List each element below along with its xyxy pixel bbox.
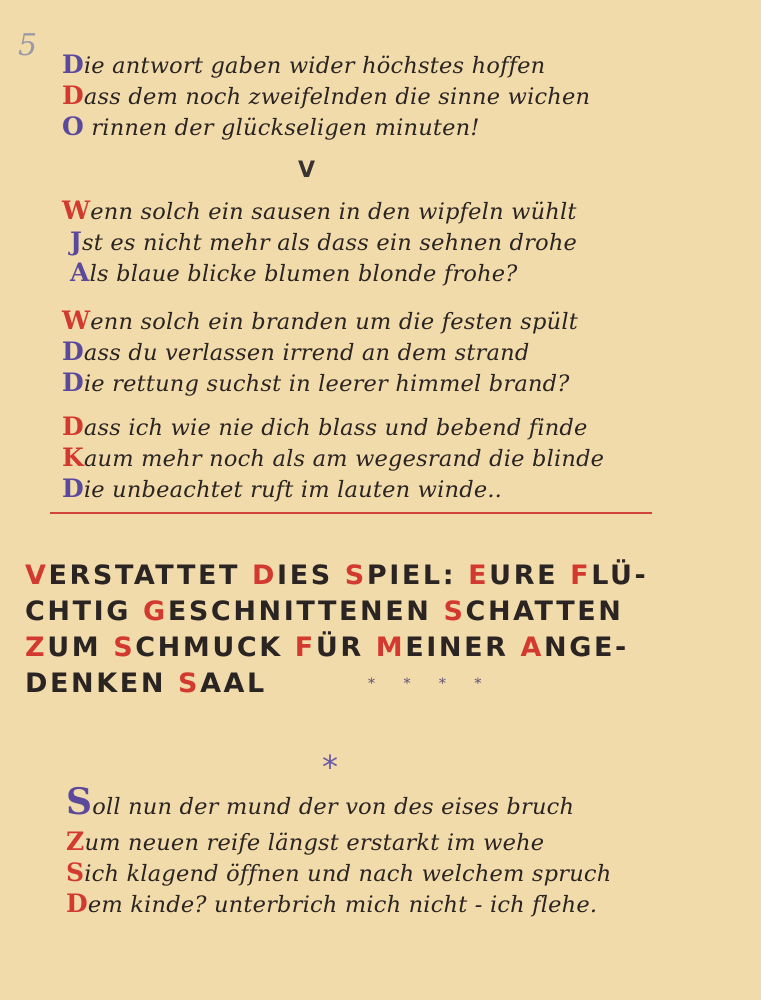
verse-text: ass ich wie nie dich blass und bebend finde bbox=[83, 415, 588, 441]
initial-letter: S bbox=[66, 781, 93, 823]
dedication-red-capital: S bbox=[178, 668, 201, 699]
dedication-text: CHMUCK bbox=[135, 632, 295, 663]
initial-letter: W bbox=[62, 306, 91, 335]
dedication-block bbox=[25, 558, 648, 702]
initial-letter: D bbox=[62, 81, 84, 110]
verse-line bbox=[62, 258, 577, 289]
verse-line bbox=[62, 368, 578, 399]
dedication-line bbox=[25, 594, 648, 630]
dedication-red-capital: F bbox=[570, 560, 592, 591]
dedication-red-capital: S bbox=[113, 632, 136, 663]
initial-letter: S bbox=[66, 858, 85, 887]
dedication-text: EINER bbox=[405, 632, 521, 663]
dedication-text: ÜR bbox=[315, 632, 376, 663]
verse-text: em kinde? unterbrich mich nicht - ich flehe. bbox=[87, 892, 598, 918]
dedication-text: URE bbox=[489, 560, 571, 591]
verse-text: ass du verlassen irrend an dem strand bbox=[83, 340, 530, 366]
verse-text: st es nicht mehr als dass ein sehnen drohe bbox=[82, 230, 578, 256]
verse-line bbox=[62, 196, 577, 227]
dedication-red-capital: A bbox=[520, 632, 545, 663]
verse-line bbox=[62, 227, 577, 258]
dedication-red-capital: E bbox=[468, 560, 490, 591]
stanza-d bbox=[62, 412, 604, 505]
verse-line bbox=[62, 50, 590, 81]
verse-text: ie rettung suchst in leerer himmel brand? bbox=[83, 371, 570, 397]
verse-line bbox=[66, 889, 611, 920]
initial-letter: A bbox=[70, 258, 90, 287]
verse-line bbox=[66, 858, 611, 889]
dedication-red-capital: G bbox=[143, 596, 168, 627]
initial-letter: D bbox=[62, 337, 84, 366]
dedication-text: ERSTATTET bbox=[48, 560, 253, 591]
dedication-red-capital: D bbox=[252, 560, 278, 591]
dedication-red-capital: F bbox=[294, 632, 316, 663]
stanza-a bbox=[62, 50, 590, 143]
dedication-red-capital: M bbox=[375, 632, 406, 663]
dedication-text: NGE- bbox=[544, 632, 629, 663]
verse-text: enn solch ein branden um die festen spült bbox=[90, 309, 578, 335]
dedication-text: CHTIG bbox=[25, 596, 144, 627]
dedication-text: PIEL: bbox=[366, 560, 469, 591]
verse-line bbox=[62, 306, 578, 337]
initial-letter: D bbox=[62, 412, 84, 441]
section-numeral: V bbox=[298, 158, 316, 183]
dedication-red-capital: S bbox=[344, 560, 367, 591]
initial-letter: J bbox=[70, 227, 83, 256]
verse-line bbox=[62, 337, 578, 368]
verse-line bbox=[62, 412, 604, 443]
dedication-text: UM bbox=[47, 632, 114, 663]
verse-text: ie unbeachtet ruft im lauten winde.. bbox=[83, 477, 503, 503]
verse-text: aum mehr noch als am wegesrand die blinde bbox=[83, 446, 605, 472]
stanza-e bbox=[66, 782, 611, 920]
initial-letter: Z bbox=[66, 827, 85, 856]
dedication-red-capital: V bbox=[25, 560, 49, 591]
dedication-text: IES bbox=[277, 560, 345, 591]
dedication-line bbox=[25, 630, 648, 666]
red-divider-rule bbox=[50, 512, 652, 514]
initial-letter: D bbox=[62, 474, 84, 503]
dedication-red-capital: S bbox=[443, 596, 466, 627]
asterisk-divider-icon: * bbox=[322, 748, 338, 786]
dedication-stars: * * * * bbox=[368, 676, 494, 692]
verse-line bbox=[66, 782, 611, 827]
dedication-text: DENKEN bbox=[25, 668, 179, 699]
dedication-line bbox=[25, 558, 648, 594]
initial-letter: D bbox=[62, 368, 84, 397]
verse-text: oll nun der mund der von des eises bruch bbox=[92, 794, 575, 820]
dedication-text: ESCHNITTENEN bbox=[167, 596, 444, 627]
page-number: 5 bbox=[18, 28, 38, 63]
dedication-line bbox=[25, 666, 648, 702]
verse-text: rinnen der glückseligen minuten! bbox=[83, 115, 480, 141]
dedication-text: CHATTEN bbox=[465, 596, 624, 627]
dedication-text: AAL bbox=[200, 668, 267, 699]
verse-line bbox=[62, 443, 604, 474]
initial-letter: W bbox=[62, 196, 91, 225]
stanza-c bbox=[62, 306, 578, 399]
verse-text: ass dem noch zweifelnden die sinne wichen bbox=[83, 84, 591, 110]
initial-letter: K bbox=[62, 443, 84, 472]
verse-text: enn solch ein sausen in den wipfeln wühlt bbox=[90, 199, 577, 225]
verse-line bbox=[62, 474, 604, 505]
dedication-text: LÜ- bbox=[591, 560, 649, 591]
verse-line bbox=[66, 827, 611, 858]
dedication-red-capital: Z bbox=[25, 632, 48, 663]
verse-text: ich klagend öffnen und nach welchem spruch bbox=[84, 861, 612, 887]
verse-line bbox=[62, 81, 590, 112]
initial-letter: D bbox=[66, 889, 88, 918]
verse-text: ie antwort gaben wider höchstes hoffen bbox=[83, 53, 546, 79]
stanza-b bbox=[62, 196, 577, 289]
verse-text: ls blaue blicke blumen blonde frohe? bbox=[89, 261, 518, 287]
initial-letter: D bbox=[62, 50, 84, 79]
verse-line bbox=[62, 112, 590, 143]
initial-letter: O bbox=[62, 112, 84, 141]
verse-text: um neuen reife längst erstarkt im wehe bbox=[84, 830, 545, 856]
